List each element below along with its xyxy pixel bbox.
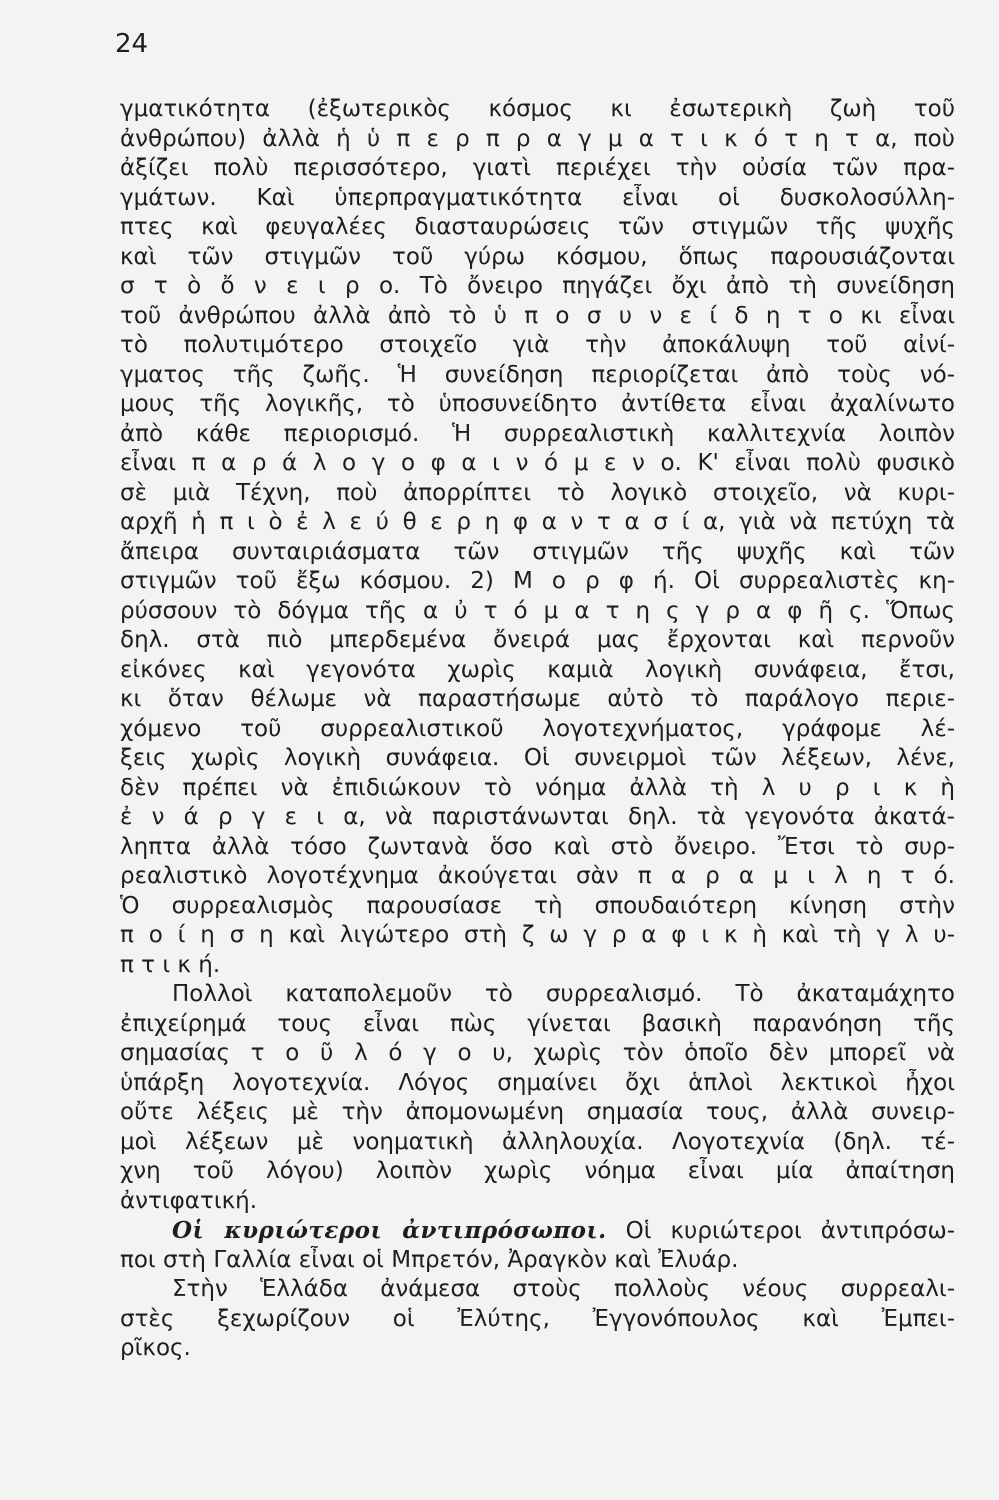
text-line: καὶ τῶν στιγμῶν τοῦ γύρω κόσμου, ὅπως παρουσιάζονται (120, 243, 955, 270)
page-number: 24 (115, 29, 149, 59)
text-line: χνη τοῦ λόγου) λοιπὸν χωρὶς νόημα εἶναι μία ἀπαίτηση (120, 1158, 955, 1184)
body-text (120, 95, 955, 1364)
text-line: Στὴν Ἑλλάδα ἀνάμεσα στοὺς πολλοὺς νέους συρρεαλι- (172, 1276, 955, 1302)
text-line: Ὁ συρρεαλισμὸς παρουσίασε τὴ σπουδαιότερη κίνηση στὴν (120, 892, 955, 919)
text-line: τοῦ ἀνθρώπου ἀλλὰ ἀπὸ τὸ ὑ π ο σ υ ν ε ί δ η τ ο κι εἶναι (120, 302, 955, 329)
text-line: γματικότητα (ἐξωτερικὸς κόσμος κι ἐσωτερικὴ ζωὴ τοῦ (120, 96, 955, 122)
text-line: δηλ. στὰ πιὸ μπερδεμένα ὄνειρά μας ἔρχονται καὶ περνοῦν (120, 627, 955, 653)
text-line: ληπτα ἀλλὰ τόσο ζωντανὰ ὅσο καὶ στὸ ὄνειρο. Ἔτσι τὸ συρ- (120, 833, 955, 860)
text-line: τὸ πολυτιμότερο στοιχεῖο γιὰ τὴν ἀποκάλυψη τοῦ αἰνί- (120, 332, 955, 358)
text-line: π ο ί η σ η καὶ λιγώτερο στὴ ζ ω γ ρ α φ ι κ ὴ καὶ τὴ γ λ υ- (120, 922, 955, 948)
section-heading-line (120, 1216, 955, 1246)
text-line: δὲν πρέπει νὰ ἐπιδιώκουν τὸ νόημα ἀλλὰ τὴ λ υ ρ ι κ ὴ (120, 774, 955, 801)
text-line: ἀξίζει πολὺ περισσότερο, γιατὶ περιέχει τὴν οὐσία τῶν πρα- (120, 155, 955, 181)
text-line: Πολλοὶ καταπολεμοῦν τὸ συρρεαλισμό. Τὸ ἀκαταμάχητο (172, 981, 955, 1007)
text-line: αρχῆ ἡ π ι ὸ ἐ λ ε ύ θ ε ρ η φ α ν τ α σ ί α, γιὰ νὰ πετύχη τὰ (120, 509, 955, 535)
text-line: οὔτε λέξεις μὲ τὴν ἀπομονωμένη σημασία τους, ἀλλὰ συνειρ- (120, 1099, 955, 1125)
text-line: κι ὅταν θέλωμε νὰ παραστήσωμε αὐτὸ τὸ παράλογο περιε- (120, 686, 955, 712)
text-line: ξεις χωρὶς λογικὴ συνάφεια. Οἱ συνειρμοὶ τῶν λέξεων, λένε, (120, 745, 955, 771)
text-line: εἰκόνες καὶ γεγονότα χωρὶς καμιὰ λογικὴ συνάφεια, ἔτσι, (120, 656, 955, 683)
text-line: π τ ι κ ή. (120, 951, 221, 978)
text-line: ἐ ν ά ρ γ ε ι α, νὰ παριστάνωνται δηλ. τὰ γεγονότα ἀκατά- (120, 804, 955, 830)
section-heading: Οἱ κυριώτεροι ἀντιπρόσωποι. (172, 1217, 607, 1244)
text-line: πτες καὶ φευγαλέες διασταυρώσεις τῶν στιγμῶν τῆς ψυχῆς (120, 214, 955, 240)
text-line: ἀπὸ κάθε περιορισμό. Ἡ συρρεαλιστικὴ καλλιτεχνία λοιπὸν (120, 420, 955, 447)
text-line: ὑπάρξη λογοτεχνία. Λόγος σημαίνει ὄχι ἁπλοὶ λεκτικοὶ ἦχοι (120, 1069, 955, 1096)
text-line: στιγμῶν τοῦ ἔξω κόσμου. 2) Μ ο ρ φ ή. Οἱ συρρεαλιστὲς κη- (120, 568, 955, 594)
text-line: ρεαλιστικὸ λογοτέχνημα ἀκούγεται σὰν π α ρ α μ ι λ η τ ό. (120, 863, 955, 889)
text-line: στὲς ξεχωρίζουν οἱ Ἐλύτης, Ἐγγονόπουλος καὶ Ἐμπει- (120, 1305, 955, 1332)
text-line: χόμενο τοῦ συρρεαλιστικοῦ λογοτεχνήματος, γράφομε λέ- (120, 715, 955, 742)
text-line: μους τῆς λογικῆς, τὸ ὑποσυνείδητο ἀντίθετα εἶναι ἀχαλίνωτο (120, 391, 955, 417)
text-line: εἶναι π α ρ ά λ ο γ ο φ α ι ν ό μ ε ν ο. Κ' εἶναι πολὺ φυσικὸ (120, 450, 955, 476)
text-line: ρῖκος. (120, 1335, 191, 1361)
text-line: σημασίας τ ο ῦ λ ό γ ο υ, χωρὶς τὸν ὁποῖο δὲν μπορεῖ νὰ (120, 1040, 955, 1066)
text-line: ποι στὴ Γαλλία εἶναι οἱ Μπρετόν, Ἀραγκὸν καὶ Ἐλυάρ. (120, 1246, 739, 1273)
text-line: ἐπιχείρημά τους εἶναι πὼς γίνεται βασικὴ παρανόηση τῆς (120, 1010, 955, 1037)
text-line: ἀντιφατική. (120, 1187, 258, 1214)
text-line: σὲ μιὰ Τέχνη, ποὺ ἀπορρίπτει τὸ λογικὸ στοιχεῖο, νὰ κυρι- (120, 479, 955, 506)
text-line: μοὶ λέξεων μὲ νοηματικὴ ἀλληλουχία. Λογοτεχνία (δηλ. τέ- (120, 1128, 955, 1155)
text-line: ἀνθρώπου) ἀλλὰ ἡ ὑ π ε ρ π ρ α γ μ α τ ι κ ό τ η τ α, ποὺ (120, 125, 955, 152)
text-span: Οἱ κυριώτεροι ἀντιπρόσω- (625, 1218, 955, 1244)
text-line: ἄπειρα συνταιριάσματα τῶν στιγμῶν τῆς ψυχῆς καὶ τῶν (120, 538, 955, 565)
text-line: σ τ ὸ ὄ ν ε ι ρ ο. Τὸ ὄνειρο πηγάζει ὄχι ἀπὸ τὴ συνείδηση (120, 273, 955, 299)
text-line: γματος τῆς ζωῆς. Ἡ συνείδηση περιορίζεται ἀπὸ τοὺς νό- (120, 361, 955, 388)
text-line: γμάτων. Καὶ ὑπερπραγματικότητα εἶναι οἱ δυσκολοσύλλη- (120, 184, 955, 211)
text-line: ρύσσουν τὸ δόγμα τῆς α ὐ τ ό μ α τ η ς γ ρ α φ ῆ ς. Ὅπως (120, 597, 955, 624)
